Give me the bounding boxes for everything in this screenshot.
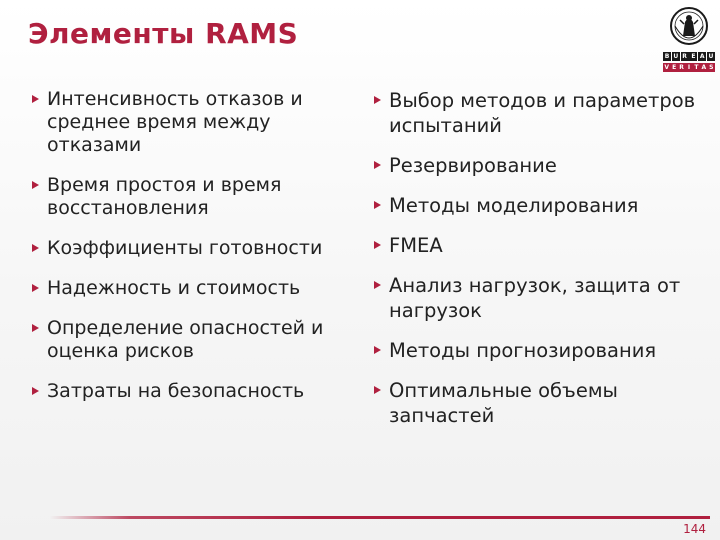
bullet-triangle-icon [374, 201, 381, 209]
list-item-text: Интенсивность отказов и среднее время между отказами [47, 88, 303, 156]
list-item [30, 380, 350, 403]
logo-text-veritas: V E R I T A S [664, 64, 714, 71]
list-item [30, 88, 350, 157]
footer-divider [50, 516, 710, 519]
bullet-triangle-icon [32, 181, 39, 189]
page-number: 144 [683, 522, 706, 536]
list-item-text: Затраты на безопасность [47, 380, 305, 402]
list-item-text: Резервирование [389, 154, 557, 177]
list-item [372, 273, 702, 323]
list-item-text: Надежность и стоимость [47, 277, 301, 299]
list-item [30, 317, 350, 363]
list-item-text: Методы моделирования [389, 194, 639, 217]
bullet-triangle-icon [374, 386, 381, 394]
logo-text-bureau: B U R E A U [664, 53, 714, 60]
list-item-text: Время простоя и время восстановления [47, 174, 282, 219]
bullet-triangle-icon [374, 346, 381, 354]
bureau-veritas-logo [663, 6, 715, 72]
bullet-triangle-icon [374, 241, 381, 249]
list-item [372, 153, 702, 178]
list-item-text: Выбор методов и параметров испытаний [389, 89, 696, 137]
bureau-veritas-emblem-icon [669, 6, 709, 50]
list-item-text: Методы прогнозирования [389, 339, 657, 362]
bullet-triangle-icon [32, 324, 39, 332]
list-item-text: Оптимальные объемы запчастей [389, 379, 618, 427]
list-item [372, 88, 702, 138]
list-item [30, 277, 350, 300]
bullet-triangle-icon [374, 281, 381, 289]
list-item [372, 233, 702, 258]
left-bullet-list [30, 88, 350, 420]
list-item [372, 338, 702, 363]
list-item [30, 237, 350, 260]
bullet-triangle-icon [32, 387, 39, 395]
bullet-triangle-icon [374, 161, 381, 169]
list-item-text: Коэффициенты готовности [47, 237, 323, 259]
bullet-triangle-icon [32, 95, 39, 103]
list-item-text: Определение опасностей и оценка рисков [47, 317, 324, 362]
list-item-text: FMEA [389, 234, 443, 257]
right-bullet-list [372, 88, 702, 443]
bullet-triangle-icon [32, 244, 39, 252]
bullet-triangle-icon [32, 284, 39, 292]
list-item [372, 378, 702, 428]
slide-title: Элементы RAMS [28, 17, 299, 50]
bullet-triangle-icon [374, 96, 381, 104]
list-item-text: Анализ нагрузок, защита от нагрузок [389, 274, 681, 322]
list-item [30, 174, 350, 220]
list-item [372, 193, 702, 218]
